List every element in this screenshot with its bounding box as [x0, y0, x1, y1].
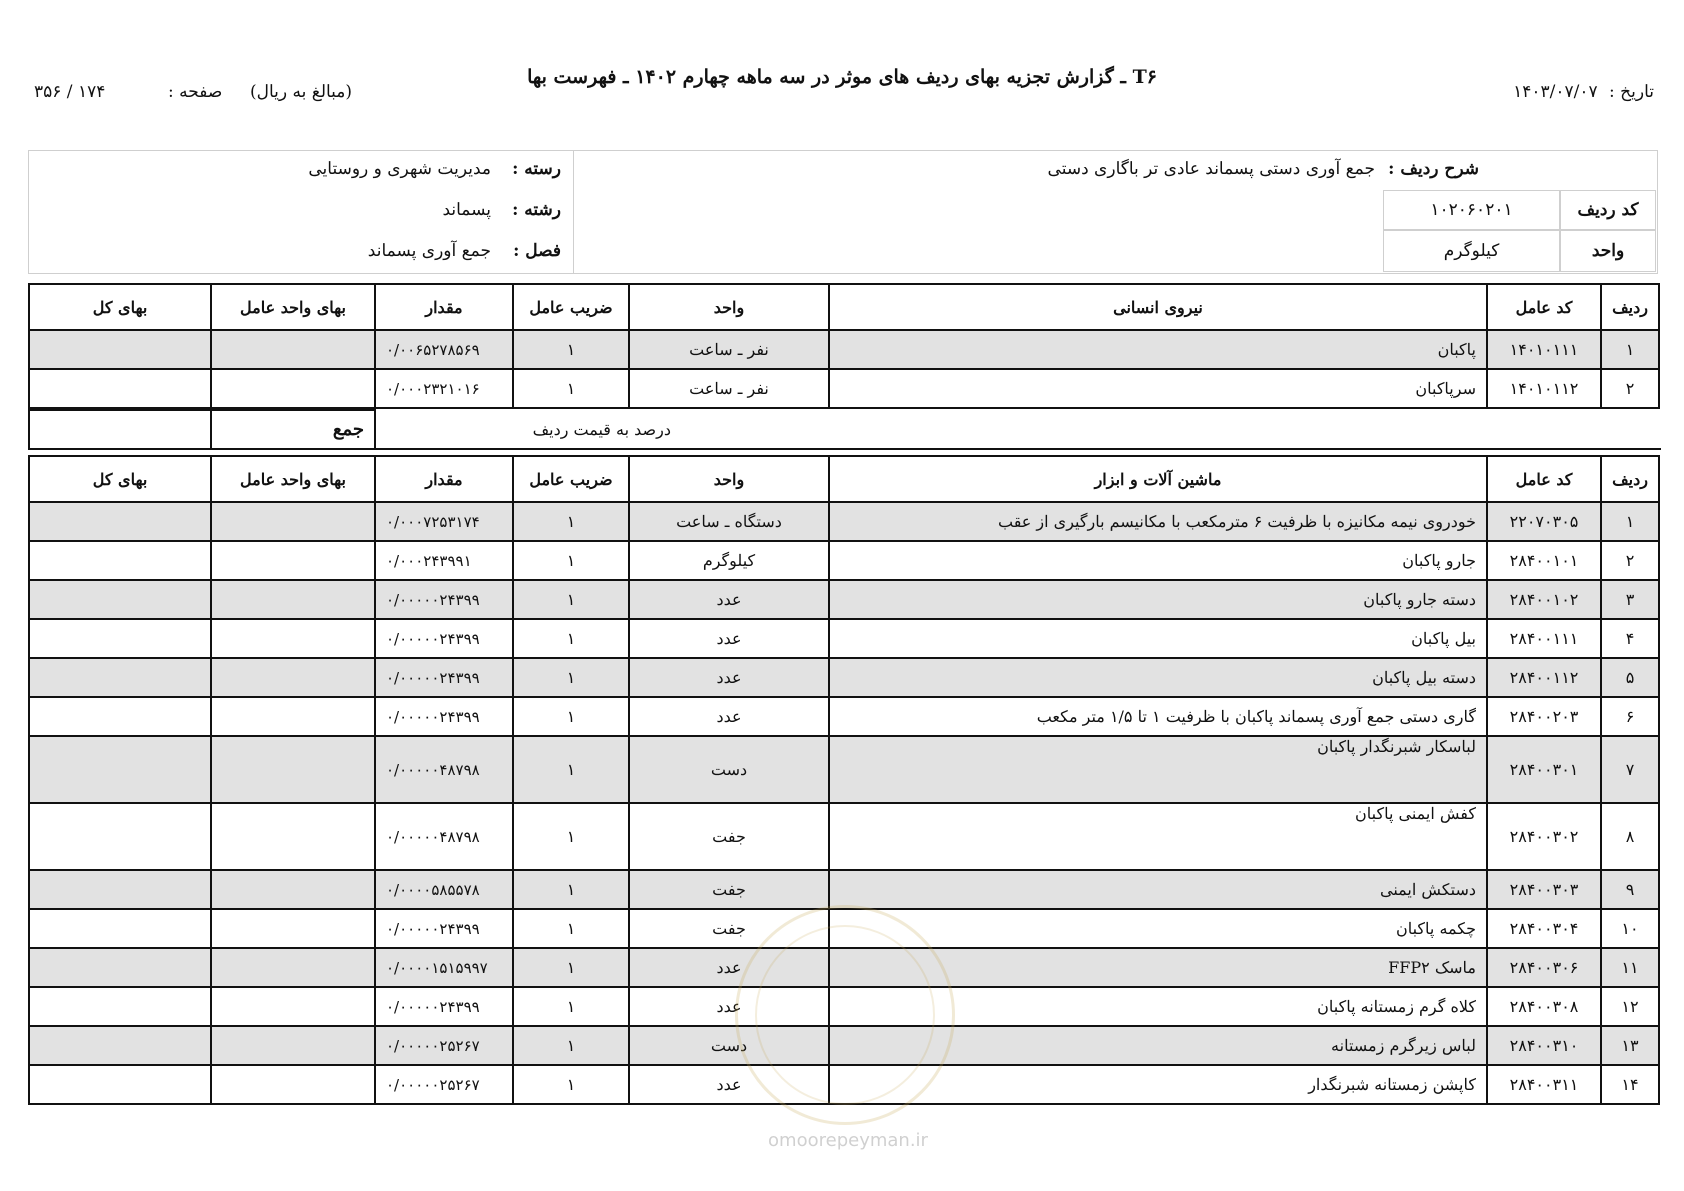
- col-row: ردیف: [1601, 284, 1659, 330]
- factor-description: چکمه پاکبان: [829, 909, 1487, 948]
- col-qty: مقدار: [375, 456, 513, 502]
- col-code: کد عامل: [1487, 456, 1601, 502]
- factor-coefficient: ۱: [513, 619, 629, 658]
- col-row: ردیف: [1601, 456, 1659, 502]
- category-label: رسته :: [512, 159, 561, 179]
- factor-coefficient: ۱: [513, 1065, 629, 1104]
- factor-quantity: ۰/۰۰۰۰۰۲۴۳۹۹: [375, 619, 513, 658]
- factor-description: گاری دستی جمع آوری پسماند پاکبان با ظرفیت ۱ تا ۱/۵ متر مکعب: [829, 697, 1487, 736]
- sum-label: جمع: [211, 410, 375, 449]
- field-label: رشته :: [512, 200, 561, 220]
- factor-coefficient: ۱: [513, 736, 629, 803]
- unit-price: [211, 697, 375, 736]
- total-price: [29, 697, 211, 736]
- col-unit-price: بهای واحد عامل: [211, 456, 375, 502]
- factor-quantity: ۰/۰۰۰۰۰۲۴۳۹۹: [375, 697, 513, 736]
- machinery-header-row: [29, 456, 1659, 502]
- unit-price: [211, 803, 375, 870]
- factor-coefficient: ۱: [513, 1026, 629, 1065]
- factor-unit: عدد: [629, 697, 829, 736]
- factor-coefficient: ۱: [513, 580, 629, 619]
- unit-price: [211, 502, 375, 541]
- total-price: [29, 502, 211, 541]
- table-row: [29, 580, 1659, 619]
- col-total: بهای کل: [29, 284, 211, 330]
- factor-description: جارو پاکبان: [829, 541, 1487, 580]
- factor-unit: عدد: [629, 1065, 829, 1104]
- row-number: ۹: [1601, 870, 1659, 909]
- page-label: صفحه :: [168, 82, 223, 102]
- col-qty: مقدار: [375, 284, 513, 330]
- factor-unit: جفت: [629, 803, 829, 870]
- unit-price: [211, 987, 375, 1026]
- total-price: [29, 909, 211, 948]
- table-row: [29, 870, 1659, 909]
- factor-description: کلاه گرم زمستانه پاکبان: [829, 987, 1487, 1026]
- factor-description: خودروی نیمه مکانیزه با ظرفیت ۶ مترمکعب با مکانیسم بارگیری از عقب: [829, 502, 1487, 541]
- row-number: ۲: [1601, 541, 1659, 580]
- factor-description: کفش ایمنی پاکبان: [829, 803, 1487, 870]
- field-value: پسماند: [442, 200, 491, 220]
- factor-unit: عدد: [629, 619, 829, 658]
- row-number: ۶: [1601, 697, 1659, 736]
- factor-unit: نفر ـ ساعت: [629, 330, 829, 369]
- row-number: ۲: [1601, 369, 1659, 408]
- total-price: [29, 330, 211, 369]
- factor-code: ۱۴۰۱۰۱۱۲: [1487, 369, 1601, 408]
- factor-description: سرپاکبان: [829, 369, 1487, 408]
- factor-quantity: ۰/۰۰۰۰۰۲۵۲۶۷: [375, 1026, 513, 1065]
- total-price: [29, 369, 211, 408]
- col-desc: نیروی انسانی: [829, 284, 1487, 330]
- unit-price: [211, 1026, 375, 1065]
- row-number: ۱۲: [1601, 987, 1659, 1026]
- percent-label: درصد به قیمت ردیف: [375, 410, 1661, 449]
- code-label: کد ردیف: [1560, 190, 1656, 230]
- total-price: [29, 1026, 211, 1065]
- total-price: [29, 658, 211, 697]
- factor-coefficient: ۱: [513, 697, 629, 736]
- amount-note: (مبالغ به ریال): [250, 82, 353, 102]
- total-price: [29, 541, 211, 580]
- col-coef: ضریب عامل: [513, 456, 629, 502]
- labor-sum-row: [28, 409, 1661, 450]
- factor-code: ۲۸۴۰۰۲۰۳: [1487, 697, 1601, 736]
- category-value: مدیریت شهری و روستایی: [308, 159, 491, 179]
- report-title: T۶ ـ گزارش تجزیه بهای ردیف های موثر در سه ماهه چهارم ۱۴۰۲ ـ فهرست بها: [527, 66, 1157, 88]
- unit-price: [211, 870, 375, 909]
- factor-coefficient: ۱: [513, 948, 629, 987]
- factor-code: ۲۸۴۰۰۳۰۳: [1487, 870, 1601, 909]
- factor-description: بیل پاکبان: [829, 619, 1487, 658]
- row-number: ۸: [1601, 803, 1659, 870]
- factor-code: ۲۸۴۰۰۳۰۸: [1487, 987, 1601, 1026]
- unit-price: [211, 580, 375, 619]
- labor-header-row: [29, 284, 1659, 330]
- factor-quantity: ۰/۰۰۰۰۰۲۵۲۶۷: [375, 1065, 513, 1104]
- factor-coefficient: ۱: [513, 369, 629, 408]
- factor-code: ۱۴۰۱۰۱۱۱: [1487, 330, 1601, 369]
- total-price: [29, 619, 211, 658]
- factor-unit: جفت: [629, 909, 829, 948]
- page-number: ۱۷۴ / ۳۵۶: [34, 82, 106, 102]
- factor-unit: دست: [629, 736, 829, 803]
- unit-label: واحد: [1560, 230, 1656, 272]
- table-row: [29, 330, 1659, 369]
- factor-unit: نفر ـ ساعت: [629, 369, 829, 408]
- total-price: [29, 987, 211, 1026]
- unit-price: [211, 948, 375, 987]
- date-label: تاریخ :: [1609, 82, 1654, 102]
- col-unit: واحد: [629, 456, 829, 502]
- factor-quantity: ۰/۰۰۰۰۰۲۴۳۹۹: [375, 658, 513, 697]
- sum-value: [29, 410, 211, 449]
- row-number: ۴: [1601, 619, 1659, 658]
- factor-code: ۲۸۴۰۰۳۰۱: [1487, 736, 1601, 803]
- factor-coefficient: ۱: [513, 658, 629, 697]
- factor-code: ۲۸۴۰۰۱۱۱: [1487, 619, 1601, 658]
- total-price: [29, 580, 211, 619]
- factor-description: دسته بیل پاکبان: [829, 658, 1487, 697]
- total-price: [29, 948, 211, 987]
- factor-description: ماسک FFP۲: [829, 948, 1487, 987]
- factor-quantity: ۰/۰۰۰۲۳۲۱۰۱۶: [375, 369, 513, 408]
- col-desc: ماشین آلات و ابزار: [829, 456, 1487, 502]
- row-number: ۱: [1601, 502, 1659, 541]
- factor-code: ۲۸۴۰۰۳۰۴: [1487, 909, 1601, 948]
- factor-unit: جفت: [629, 870, 829, 909]
- row-number: ۵: [1601, 658, 1659, 697]
- factor-quantity: ۰/۰۰۰۰۰۴۸۷۹۸: [375, 736, 513, 803]
- factor-unit: عدد: [629, 948, 829, 987]
- watermark-text: omoorepeyman.ir: [768, 1130, 928, 1151]
- factor-unit: کیلوگرم: [629, 541, 829, 580]
- unit-price: [211, 330, 375, 369]
- factor-quantity: ۰/۰۰۰۰۰۲۴۳۹۹: [375, 580, 513, 619]
- factor-description: لباس زیرگرم زمستانه: [829, 1026, 1487, 1065]
- factor-code: ۲۸۴۰۰۱۰۱: [1487, 541, 1601, 580]
- factor-description: دسته جارو پاکبان: [829, 580, 1487, 619]
- date-value: ۱۴۰۳/۰۷/۰۷: [1513, 82, 1598, 102]
- factor-unit: عدد: [629, 658, 829, 697]
- chapter-label: فصل :: [513, 241, 561, 261]
- unit-price: [211, 619, 375, 658]
- table-row: [29, 369, 1659, 408]
- unit-price: [211, 541, 375, 580]
- factor-description: دستکش ایمنی: [829, 870, 1487, 909]
- classification-panel: [29, 151, 574, 273]
- table-row: [29, 803, 1659, 870]
- row-number: ۱۴: [1601, 1065, 1659, 1104]
- factor-coefficient: ۱: [513, 909, 629, 948]
- col-coef: ضریب عامل: [513, 284, 629, 330]
- factor-coefficient: ۱: [513, 541, 629, 580]
- factor-coefficient: ۱: [513, 987, 629, 1026]
- factor-description: پاکبان: [829, 330, 1487, 369]
- total-price: [29, 803, 211, 870]
- factor-quantity: ۰/۰۰۰۰۰۲۴۳۹۹: [375, 987, 513, 1026]
- watermark-seal-inner: [755, 925, 935, 1105]
- factor-code: ۲۸۴۰۰۱۰۲: [1487, 580, 1601, 619]
- row-number: ۱۳: [1601, 1026, 1659, 1065]
- labor-table: [28, 283, 1660, 409]
- factor-code: ۲۸۴۰۰۳۱۰: [1487, 1026, 1601, 1065]
- factor-unit: عدد: [629, 580, 829, 619]
- factor-code: ۲۸۴۰۰۳۰۶: [1487, 948, 1601, 987]
- table-row: [29, 697, 1659, 736]
- description-value: جمع آوری دستی پسماند عادی تر باگاری دستی: [1047, 159, 1375, 179]
- unit-price: [211, 658, 375, 697]
- unit-price: [211, 736, 375, 803]
- table-row: [29, 502, 1659, 541]
- row-number: ۳: [1601, 580, 1659, 619]
- factor-code: ۲۸۴۰۰۱۱۲: [1487, 658, 1601, 697]
- table-row: [29, 541, 1659, 580]
- factor-coefficient: ۱: [513, 502, 629, 541]
- unit-price: [211, 1065, 375, 1104]
- factor-code: ۲۸۴۰۰۳۱۱: [1487, 1065, 1601, 1104]
- factor-quantity: ۰/۰۰۶۵۲۷۸۵۶۹: [375, 330, 513, 369]
- unit-price: [211, 909, 375, 948]
- unit-price: [211, 369, 375, 408]
- unit-value: کیلوگرم: [1383, 230, 1560, 272]
- row-number: ۱۱: [1601, 948, 1659, 987]
- total-price: [29, 736, 211, 803]
- factor-coefficient: ۱: [513, 870, 629, 909]
- factor-quantity: ۰/۰۰۰۰۰۴۸۷۹۸: [375, 803, 513, 870]
- code-value: ۱۰۲۰۶۰۲۰۱: [1383, 190, 1560, 230]
- table-row: [29, 658, 1659, 697]
- factor-quantity: ۰/۰۰۰۷۲۵۳۱۷۴: [375, 502, 513, 541]
- factor-description: لباسکار شبرنگدار پاکبان: [829, 736, 1487, 803]
- col-total: بهای کل: [29, 456, 211, 502]
- factor-unit: عدد: [629, 987, 829, 1026]
- col-unit: واحد: [629, 284, 829, 330]
- total-price: [29, 870, 211, 909]
- table-row: [29, 736, 1659, 803]
- table-row: [29, 619, 1659, 658]
- description-label: شرح ردیف :: [1388, 159, 1479, 179]
- factor-unit: دست: [629, 1026, 829, 1065]
- chapter-value: جمع آوری پسماند: [367, 241, 491, 261]
- factor-quantity: ۰/۰۰۰۰۰۲۴۳۹۹: [375, 909, 513, 948]
- factor-coefficient: ۱: [513, 803, 629, 870]
- col-code: کد عامل: [1487, 284, 1601, 330]
- col-unit-price: بهای واحد عامل: [211, 284, 375, 330]
- row-number: ۷: [1601, 736, 1659, 803]
- row-number: ۱: [1601, 330, 1659, 369]
- factor-code: ۲۸۴۰۰۳۰۲: [1487, 803, 1601, 870]
- factor-quantity: ۰/۰۰۰۲۴۳۹۹۱: [375, 541, 513, 580]
- factor-coefficient: ۱: [513, 330, 629, 369]
- factor-code: ۲۲۰۷۰۳۰۵: [1487, 502, 1601, 541]
- factor-quantity: ۰/۰۰۰۰۵۸۵۵۷۸: [375, 870, 513, 909]
- row-number: ۱۰: [1601, 909, 1659, 948]
- total-price: [29, 1065, 211, 1104]
- factor-unit: دستگاه ـ ساعت: [629, 502, 829, 541]
- factor-quantity: ۰/۰۰۰۰۱۵۱۵۹۹۷: [375, 948, 513, 987]
- factor-description: کاپشن زمستانه شبرنگدار: [829, 1065, 1487, 1104]
